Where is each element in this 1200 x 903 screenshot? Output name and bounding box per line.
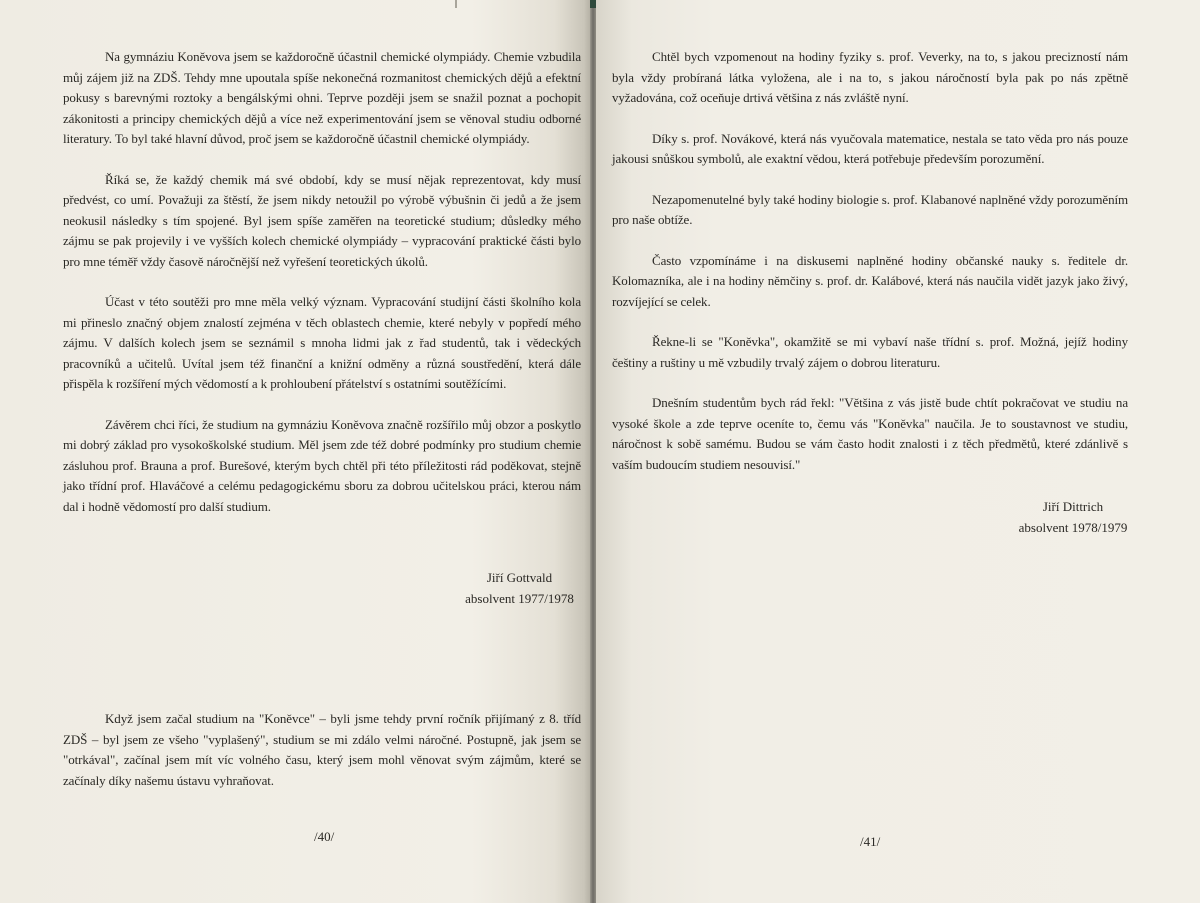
right-paragraph-2: Díky s. prof. Novákové, která nás vyučovala matematice, nestala se tato věda pro nás pouze jakousi snůškou symbolů, ale exaktní vědou, která potřebuje především porozumění. [612, 130, 1128, 166]
left-paragraph-1: Na gymnáziu Koněvova jsem se každoročně účastnil chemické olympiády. Chemie vzbudila můj zájem již na ZDŠ. Tehdy mne upoutala spíše nekonečná rozmanitost chemických dějů a efektní pokusy s barevnými roztoky a bengálskými ohni. Teprve později jsem se snažil poznat a pochopit zákonitosti a principy chemických dějů a více než experimentování jsem se věnoval studiu odborné literatury. To byl také hlavní důvod, proč jsem se každoročně účastnil chemické olympiády. [63, 49, 581, 146]
left-main-text [63, 47, 581, 517]
right-paragraph-1: Chtěl bych vzpomenout na hodiny fyziky s. prof. Veverky, na to, s jakou precizností nám byla vždy probíraná látka vyložena, ale i na to, s jakou náročností byla pak po nás zpětně vyžadována, což oceňuje drtivá většina z nás zvláště nyní. [612, 49, 1128, 105]
left-signature-year: absolvent 1977/1978 [465, 591, 574, 606]
left-bottom-text [63, 709, 581, 791]
left-paragraph-2: Říká se, že každý chemik má své období, kdy se musí nějak reprezentovat, kdy musí předvést, co umí. Považuji za štěstí, že jsem nikdy netoužil po výrobě výbušnin či jedů a že jsem neokusil následky s tím spojené. Byl jsem spíše zaměřen na teoretické studium; důsledky mého zájmu se pak projevily i ve vyšších kolech chemické olympiády – vypracování praktické části bylo pro mne téměř vždy časově náročnější než vyřešení teoretických úkolů. [63, 171, 581, 269]
right-signature-name: Jiří Dittrich [1042, 499, 1104, 514]
left-paragraph-4: Závěrem chci říci, že studium na gymnáziu Koněvova značně rozšířilo můj obzor a poskytlo mi dobrý základ pro vysokoškolské studium. Měl jsem zde též dobré podmínky pro studium chemie zásluhou prof. Brauna a prof. Burešové, kterým bych chtěl při této příležitosti rád poděkovat, stejně jako třídní prof. Hlaváčové a celému pedagogickému sboru za dobrou učitelskou práci, kterou nám dal i hodně vědomostí pro další studium. [63, 416, 581, 514]
right-signature-year: absolvent 1978/1979 [1018, 520, 1128, 535]
right-paragraph-4: Často vzpomínáme i na diskusemi naplněné hodiny občanské nauky s. ředitele dr. Kolomazníka, ale i na hodiny němčiny s. prof. dr. Kalábové, která nás naučila vidět jazyk jako živý, rozvíjející se celek. [612, 252, 1128, 309]
left-page [0, 0, 590, 903]
right-paragraph-3: Nezapomenutelné byly také hodiny biologie s. prof. Klabanové naplněné vždy porozuměním pro naše obtíže. [612, 191, 1128, 227]
right-main-text [612, 47, 1128, 475]
right-signature [1008, 496, 1138, 538]
right-paragraph-5: Řekne-li se "Koněvka", okamžitě se mi vybaví naše třídní s. prof. Možná, jejíž hodiny češtiny a ruštiny u mě vzbudily trvalý zájem o dobrou literaturu. [612, 334, 1128, 370]
left-top-mark [455, 0, 457, 8]
right-paragraph-6: Dnešním studentům bych rád řekl: "Většina z vás jistě bude chtít pokračovat ve studiu na vysoké škole a zde teprve oceníte to, čemu vás "Koněvka" naučila. Je to soustavnost ve studiu, náročnost k sobě samému. Budou se vám často hodit znalosti i z těch předmětů, které zdánlivě s vaším budoucím studiem nesouvisí." [612, 395, 1128, 472]
left-signature [452, 567, 587, 609]
right-page-number: /41/ [860, 834, 881, 849]
left-page-number: /40/ [314, 829, 335, 844]
left-bottom-paragraph: Když jsem začal studium na "Koněvce" – byli jsme tehdy první ročník přijímaný z 8. tříd ZDŠ – byl jsem ze všeho "vyplašený", studium se mi zdálo velmi náročné. Postupně, jak jsem se "otrkával", začínal jsem mít víc volného času, který jsem mohl věnovat svým zájmům, které se začínaly díky našemu ústavu vyhraňovat. [63, 711, 581, 788]
left-paragraph-3: Účast v této soutěži pro mne měla velký význam. Vypracování studijní části školního kola mi přineslo značný objem znalostí zejména v těch oblastech chemie, které nebyly v popředí mého zájmu. V dalších kolech jsem se seznámil s mnoha lidmi jak z řad studentů, tak i vědeckých pracovníků a učitelů. Uvítal jsem též finanční a knižní odměny a různá soustředění, která dále přispěla k rozšíření mých vědomostí a k prohloubení přátelství s ostatními soutěžícími. [63, 294, 581, 391]
right-page [596, 0, 1200, 903]
left-signature-name: Jiří Gottvald [486, 570, 553, 585]
